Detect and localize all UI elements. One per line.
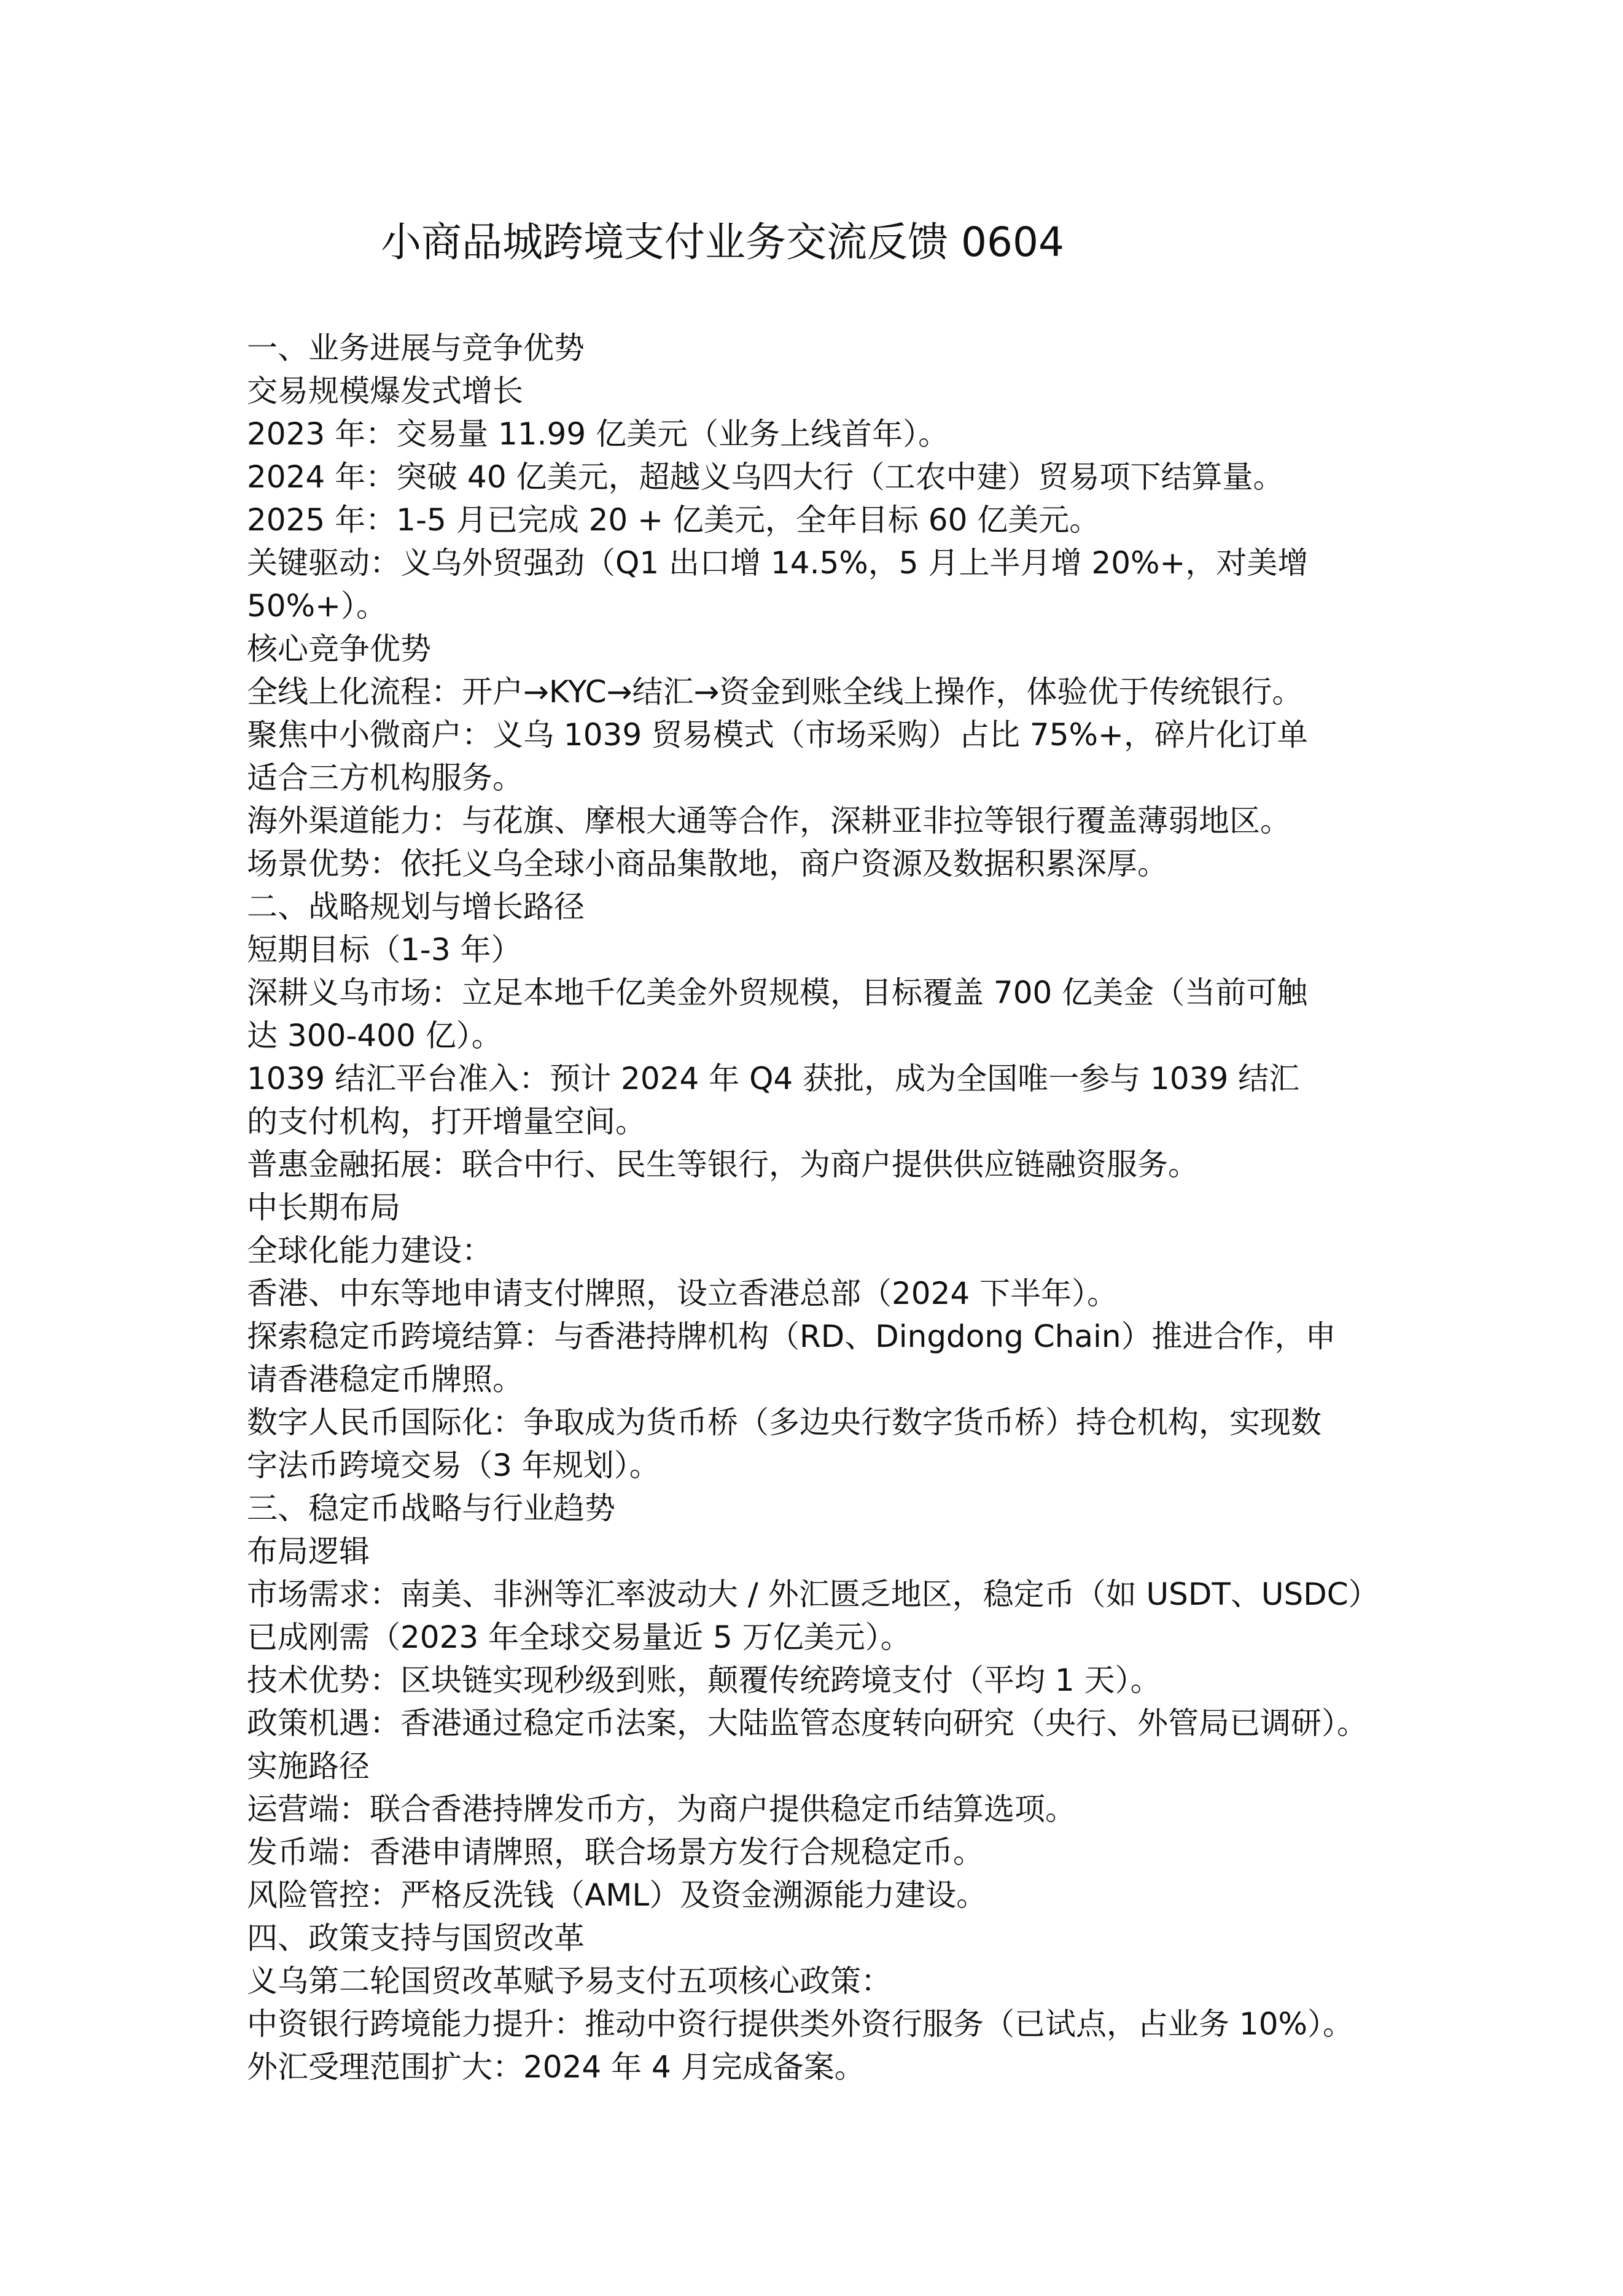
text-line: 场景优势：依托义乌全球小商品集散地，商户资源及数据积累深厚。 bbox=[247, 846, 1168, 882]
text-line: 三、稳定币战略与行业趋势 bbox=[247, 1491, 615, 1526]
text-line: 实施路径 bbox=[247, 1748, 370, 1784]
text-line: 1039 结汇平台准入：预计 2024 年 Q4 获批，成为全国唯一参与 1039 结汇 bbox=[247, 1061, 1300, 1096]
text-line: 2024 年：突破 40 亿美元，超越义乌四大行（工农中建）贸易项下结算量。 bbox=[247, 459, 1284, 495]
text-line: 短期目标（1-3 年） bbox=[247, 932, 522, 968]
text-line: 交易规模爆发式增长 bbox=[247, 373, 523, 409]
text-line: 一、业务进展与竞争优势 bbox=[247, 330, 585, 366]
text-line: 核心竞争优势 bbox=[247, 631, 431, 667]
text-line: 义乌第二轮国贸改革赋予易支付五项核心政策： bbox=[247, 1963, 892, 1999]
text-line: 二、战略规划与增长路径 bbox=[247, 889, 585, 925]
text-line: 2023 年：交易量 11.99 亿美元（业务上线首年）。 bbox=[247, 416, 949, 452]
text-line: 外汇受理范围扩大：2024 年 4 月完成备案。 bbox=[247, 2049, 865, 2085]
text-line: 风险管控：严格反洗钱（AML）及资金溯源能力建设。 bbox=[247, 1877, 987, 1913]
text-line: 探索稳定币跨境结算：与香港持牌机构（RD、Dingdong Chain）推进合作，申 bbox=[247, 1319, 1336, 1354]
text-line: 香港、中东等地申请支付牌照，设立香港总部（2024 下半年）。 bbox=[247, 1276, 1118, 1311]
text-line: 关键驱动：义乌外贸强劲（Q1 出口增 14.5%，5 月上半月增 20%+，对美增 bbox=[247, 545, 1309, 581]
text-line: 发币端：香港申请牌照，联合场景方发行合规稳定币。 bbox=[247, 1834, 984, 1870]
text-line: 布局逻辑 bbox=[247, 1534, 370, 1569]
text-line: 技术优势：区块链实现秒级到账，颠覆传统跨境支付（平均 1 天）。 bbox=[247, 1662, 1161, 1698]
document-title: 小商品城跨境支付业务交流反馈 0604 bbox=[381, 219, 1064, 266]
text-line: 运营端：联合香港持牌发币方，为商户提供稳定币结算选项。 bbox=[247, 1791, 1076, 1827]
text-line: 的支付机构，打开增量空间。 bbox=[247, 1104, 646, 1139]
text-line: 市场需求：南美、非洲等汇率波动大 / 外汇匮乏地区，稳定币（如 USDT、USDC） bbox=[247, 1577, 1379, 1612]
text-line: 四、政策支持与国贸改革 bbox=[247, 1920, 585, 1956]
text-line: 聚焦中小微商户：义乌 1039 贸易模式（市场采购）占比 75%+，碎片化订单 bbox=[247, 717, 1308, 753]
text-line: 普惠金融拓展：联合中行、民生等银行，为商户提供供应链融资服务。 bbox=[247, 1147, 1199, 1182]
text-line: 50%+）。 bbox=[247, 588, 387, 624]
text-line: 字法币跨境交易（3 年规划）。 bbox=[247, 1448, 660, 1483]
text-line: 海外渠道能力：与花旗、摩根大通等合作，深耕亚非拉等银行覆盖薄弱地区。 bbox=[247, 803, 1291, 839]
text-line: 数字人民币国际化：争取成为货币桥（多边央行数字货币桥）持仓机构，实现数 bbox=[247, 1405, 1321, 1440]
text-line: 全球化能力建设： bbox=[247, 1233, 492, 1268]
text-line: 中资银行跨境能力提升：推动中资行提供类外资行服务（已试点，占业务 10%）。 bbox=[247, 2006, 1354, 2042]
text-line: 请香港稳定币牌照。 bbox=[247, 1362, 523, 1397]
text-line: 已成刚需（2023 年全球交易量近 5 万亿美元）。 bbox=[247, 1619, 911, 1655]
text-line: 政策机遇：香港通过稳定币法案，大陆监管态度转向研究（央行、外管局已调研）。 bbox=[247, 1705, 1368, 1741]
document-body bbox=[247, 327, 1401, 2089]
text-line: 适合三方机构服务。 bbox=[247, 760, 523, 796]
text-line: 全线上化流程：开户→KYC→结汇→资金到账全线上操作，体验优于传统银行。 bbox=[247, 674, 1303, 710]
text-line: 深耕义乌市场：立足本地千亿美金外贸规模，目标覆盖 700 亿美金（当前可触 bbox=[247, 975, 1308, 1010]
text-line: 达 300-400 亿）。 bbox=[247, 1018, 502, 1053]
text-line: 2025 年：1-5 月已完成 20 + 亿美元，全年目标 60 亿美元。 bbox=[247, 502, 1100, 538]
text-line: 中长期布局 bbox=[247, 1190, 400, 1225]
